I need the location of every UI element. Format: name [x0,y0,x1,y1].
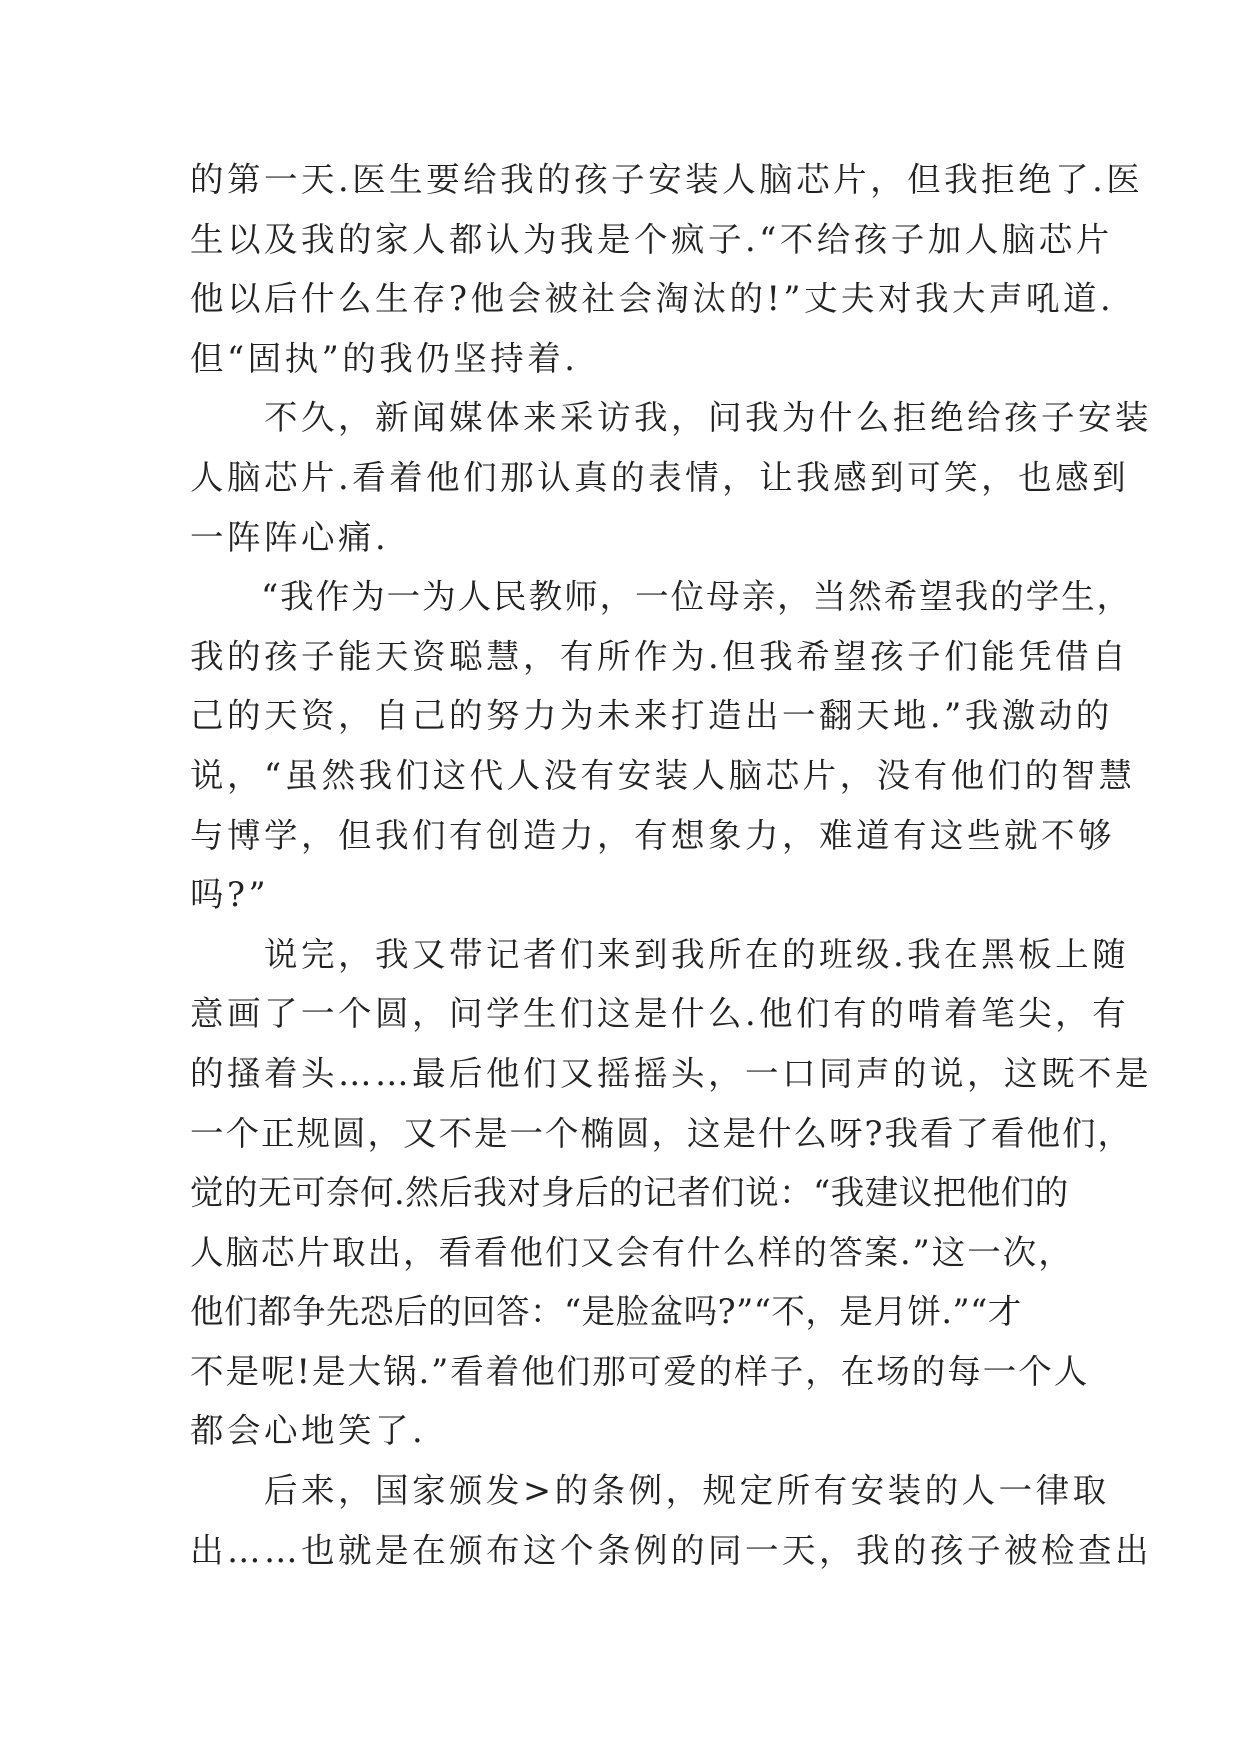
text-line: 我的孩子能天资聪慧，有所作为.但我希望孩子们能凭借自 [190,636,1130,676]
text-line: 他们都争先恐后的回答：“是脸盆吗?”“不，是月饼.”“才 [190,1292,1022,1332]
text-line: 但“固执”的我仍坚持着. [190,338,579,378]
text-line: 人脑芯片取出，看看他们又会有什么样的答案.”这一次， [190,1232,1074,1272]
text-line: 意画了一个圆，问学生们这是什么.他们有的啃着笔尖，有 [190,994,1130,1034]
text-line: 一阵阵心痛. [190,517,390,557]
text-line: 说，“虽然我们这代人没有安装人脑芯片，没有他们的智慧 [190,755,1136,795]
text-line: 的第一天.医生要给我的孩子安装人脑芯片，但我拒绝了.医 [190,160,1144,199]
text-line: 不久，新闻媒体来采访我，问我为什么拒绝给孩子安装 [190,398,1152,438]
text-line: 的搔着头……最后他们又摇摇头，一口同声的说，这既不是 [190,1053,1152,1093]
text-line: 己的天资，自己的努力为未来打造出一翻天地.”我激动的 [190,696,1113,736]
text-line: 后来，国家颁发>的条例，规定所有安装的人一律取 [190,1471,1110,1511]
text-line: 生以及我的家人都认为我是个疯子.“不给孩子加人脑芯片 [190,219,1113,259]
text-line: 人脑芯片.看着他们那认真的表情，让我感到可笑，也感到 [190,457,1130,497]
text-line: “我作为一为人民教师，一位母亲，当然希望我的学生， [190,577,1133,617]
text-line: 都会心地笑了. [190,1411,427,1451]
text-line: 出……也就是在颁布这个条例的同一天，我的孩子被检查出 [190,1530,1152,1570]
text-line: 与博学，但我们有创造力，有想象力，难道有这些就不够 [190,815,1115,855]
text-line: 不是呢!是大锅.”看着他们那可爱的样子，在场的每一个人 [190,1351,1090,1391]
body-text [190,150,1152,1580]
text-line: 一个正规圆，又不是一个椭圆，这是什么呀?我看了看他们， [190,1113,1133,1153]
text-line: 说完，我又带记者们来到我所在的班级.我在黑板上随 [190,934,1130,974]
text-line: 吗?” [190,875,270,915]
text-line: 觉的无可奈何.然后我对身后的记者们说：“我建议把他们的 [190,1173,1069,1213]
text-line: 他以后什么生存?他会被社会淘汰的!”丈夫对我大声吼道. [190,279,1115,319]
